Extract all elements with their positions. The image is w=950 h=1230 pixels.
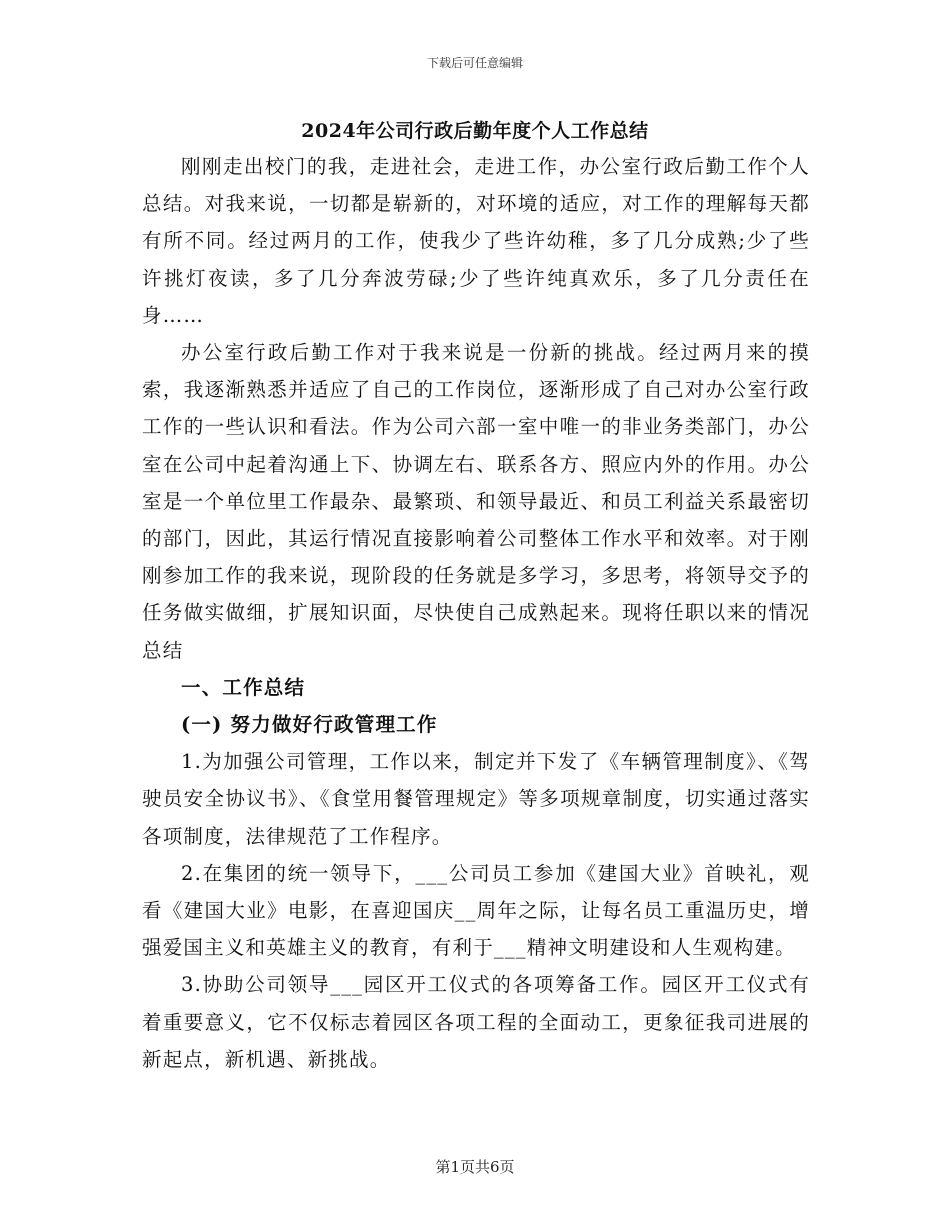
section-heading: 一、工作总结 — [181, 675, 306, 699]
paragraph-intro: 刚刚走出校门的我，走进社会，走进工作，办公室行政后勤工作个人总结。对我来说，一切都是崭新的，对环境的适应，对工作的理解每天都有所不同。经过两月的工作，使我少了些许幼稚，多了几分成熟;少了些许挑灯夜读，多了几分奔波劳碌;少了些许纯真欢乐，多了几分责任在身…… — [142, 155, 810, 327]
document-body — [142, 148, 810, 1078]
page-number: 第1页共6页 — [435, 1158, 515, 1176]
paragraph-overview: 办公室行政后勤工作对于我来说是一份新的挑战。经过两月来的摸索，我逐渐熟悉并适应了自己的工作岗位，逐渐形成了自己对办公室行政工作的一些认识和看法。作为公司六部一室中唯一的非业务类部门，办公室在公司中起着沟通上下、协调左右、联系各方、照应内外的作用。办公室是一个单位里工作最杂、最繁琐、和领导最近、和员工利益关系最密切的部门，因此，其运行情况直接影响着公司整体工作水平和效率。对于刚刚参加工作的我来说，现阶段的任务就是多学习，多思考，将领导交予的任务做实做细，扩展知识面，尽快使自己成熟起来。现将任职以来的情况总结 — [142, 341, 810, 662]
list-item-3: 3.协助公司领导___园区开工仪式的各项筹备工作。园区开工仪式有着重要意义，它不仅标志着园区各项工程的全面动工，更象征我司进展的新起点，新机遇、新挑战。 — [142, 973, 810, 1071]
document-title: 2024年公司行政后勤年度个人工作总结 — [301, 120, 649, 142]
list-item-2: 2.在集团的统一领导下，___公司员工参加《建国大业》首映礼，观看《建国大业》电影，在喜迎国庆__周年之际，让每名员工重温历史，增强爱国主义和英雄主义的教育，有利于___精神文明建设和人生观构建。 — [142, 861, 810, 960]
page-header-note: 下载后可任意编辑 — [426, 56, 523, 70]
list-item-1: 1.为加强公司管理，工作以来，制定并下发了《车辆管理制度》、《驾驶员安全协议书》、《食堂用餐管理规定》等多项规章制度，切实通过落实各项制度，法律规范了工作程序。 — [142, 750, 810, 848]
subsection-heading: (一) 努力做好行政管理工作 — [181, 713, 438, 737]
